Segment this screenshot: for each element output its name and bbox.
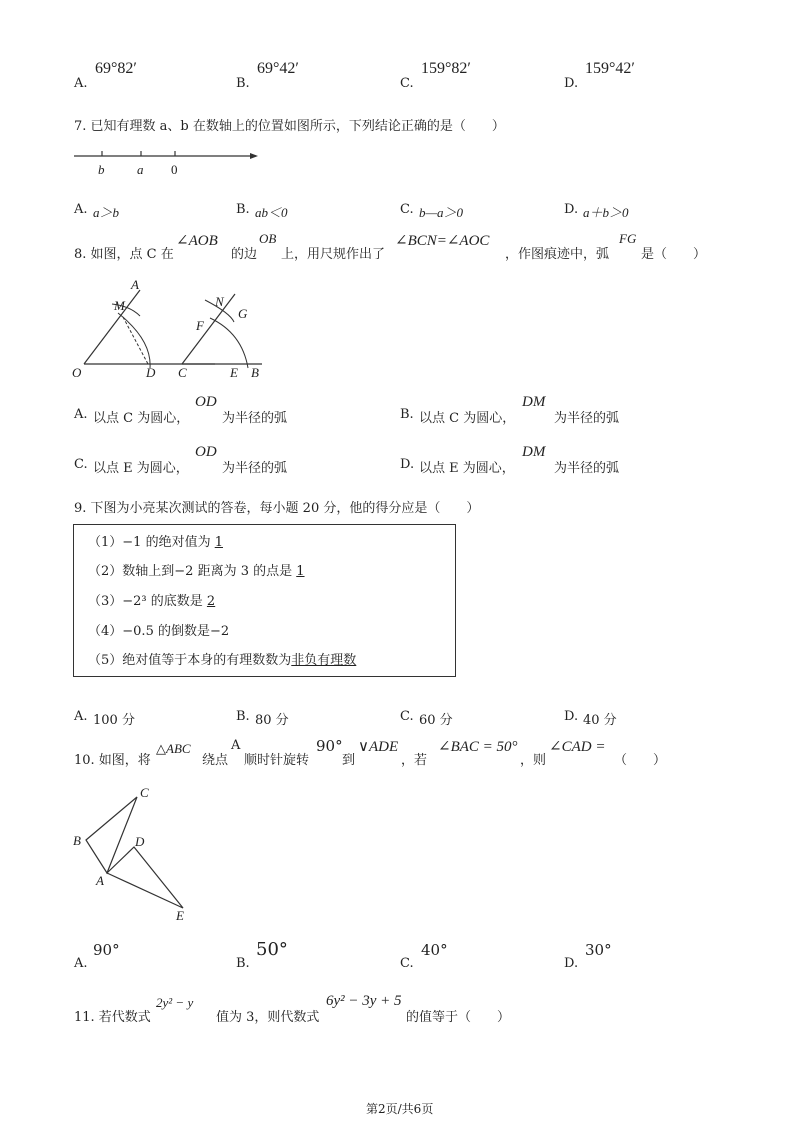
q7-option-c-letter: C. bbox=[400, 202, 414, 217]
q7-label-b: b bbox=[98, 162, 105, 177]
q8-figure bbox=[70, 278, 270, 383]
q8-label-a: A bbox=[131, 277, 139, 292]
q7-option-c-value: b—a＞0 bbox=[419, 205, 464, 220]
q10-math-triangle: △ABC bbox=[156, 741, 191, 756]
q10-option-b-letter: B. bbox=[236, 956, 250, 971]
q8-math-ob: OB bbox=[259, 231, 277, 246]
q10-math-degree: 90° bbox=[316, 737, 343, 755]
q8-option-c-letter: C. bbox=[74, 457, 88, 472]
q9-option-d-value: 40 分 bbox=[583, 713, 617, 728]
q8-option-d-letter: D. bbox=[400, 457, 415, 472]
q7-stem: 7. 已知有理数 a、b 在数轴上的位置如图所示，下列结论正确的是（ ） bbox=[74, 119, 505, 134]
q9-option-a-letter: A. bbox=[74, 709, 88, 724]
q7-option-b-value: ab＜0 bbox=[255, 205, 288, 220]
q8-option-b-pre: 以点 C 为圆心， bbox=[419, 411, 516, 426]
q7-option-a-value: a＞b bbox=[93, 205, 120, 220]
q10-stem-e: ，若 bbox=[401, 753, 428, 768]
q9-option-b-value: 80 分 bbox=[255, 713, 289, 728]
q10-option-c-value: 40° bbox=[421, 941, 448, 959]
q7-option-d-value: a＋b＞0 bbox=[583, 205, 629, 220]
q8-option-d-pre: 以点 E 为圆心， bbox=[419, 461, 515, 476]
q10-stem-c: 顺时针旋转 bbox=[244, 753, 310, 768]
q7-option-b-letter: B. bbox=[236, 202, 250, 217]
q9-item-5 bbox=[88, 649, 356, 668]
q10-stem-f: ，则 bbox=[520, 753, 547, 768]
q11-stem-a: 11. 若代数式 bbox=[74, 1010, 151, 1025]
q10-stem-a: 10. 如图，将 bbox=[74, 753, 151, 768]
q10-math-cad: ∠CAD = bbox=[549, 739, 606, 755]
q6-option-a-letter: A. bbox=[74, 76, 88, 91]
q8-label-c: C bbox=[178, 365, 187, 380]
q8-label-m: M bbox=[114, 298, 125, 313]
q8-option-d-math: DM bbox=[522, 444, 546, 460]
q8-label-b: B bbox=[251, 365, 259, 380]
q11-stem-b: 值为 3，则代数式 bbox=[216, 1010, 320, 1025]
q10-option-b-value: 50° bbox=[256, 939, 288, 960]
q6-option-c-letter: C. bbox=[400, 76, 414, 91]
q11-math-1: 2y² − y bbox=[156, 995, 194, 1010]
q7-label-zero: 0 bbox=[171, 162, 178, 177]
q10-label-b: B bbox=[73, 833, 81, 848]
q8-stem-b: 的边 bbox=[231, 247, 258, 262]
q9-item-3-answer: 2 bbox=[206, 594, 216, 609]
q8-option-a-pre: 以点 C 为圆心， bbox=[93, 411, 190, 426]
q9-item-4 bbox=[88, 620, 229, 639]
q8-stem-c: 上，用尺规作出了 bbox=[281, 247, 386, 262]
q8-label-g: G bbox=[238, 306, 248, 321]
q8-option-a-post: 为半径的弧 bbox=[222, 411, 288, 426]
q11-math-2: 6y² − 3y + 5 bbox=[326, 993, 402, 1009]
q9-item-1-text: （1）−1 的绝对值为 bbox=[88, 535, 215, 550]
q8-option-b-letter: B. bbox=[400, 407, 414, 422]
q10-stem-b: 绕点 bbox=[202, 753, 229, 768]
q7-number-line bbox=[70, 145, 270, 185]
q8-option-a-letter: A. bbox=[74, 407, 88, 422]
q6-option-a-value: 69°82′ bbox=[95, 60, 137, 77]
q10-label-d: D bbox=[135, 834, 145, 849]
q6-option-d-letter: D. bbox=[564, 76, 579, 91]
page-footer: 第2页/共6页 bbox=[366, 1102, 434, 1116]
q7-label-a: a bbox=[137, 162, 144, 177]
q10-math-ade: ∨ADE bbox=[358, 739, 399, 755]
q9-item-1-answer: 1 bbox=[214, 535, 223, 550]
q9-item-4-text: （4）−0.5 的倒数是−2 bbox=[88, 624, 230, 639]
q6-option-c-value: 159°82′ bbox=[421, 60, 471, 77]
q9-option-c-value: 60 分 bbox=[419, 713, 453, 728]
q8-option-c-math: OD bbox=[195, 444, 217, 460]
q9-item-2-answer: 1 bbox=[296, 564, 305, 579]
q6-option-b-letter: B. bbox=[236, 76, 250, 91]
q11-stem-c: 的值等于（ ） bbox=[406, 1010, 511, 1025]
q8-option-d-post: 为半径的弧 bbox=[554, 461, 620, 476]
q10-math-point: A bbox=[231, 738, 241, 753]
q8-label-d: D bbox=[146, 365, 156, 380]
q10-label-a: A bbox=[96, 873, 104, 888]
q8-stem-a: 8. 如图，点 C 在 bbox=[74, 247, 174, 262]
q9-answer-sheet bbox=[73, 524, 456, 677]
q9-option-a-value: 100 分 bbox=[93, 713, 135, 728]
q8-label-e: E bbox=[230, 365, 238, 380]
q8-label-f: F bbox=[196, 318, 204, 333]
q10-stem-g: （ ） bbox=[614, 753, 667, 768]
q10-option-c-letter: C. bbox=[400, 956, 414, 971]
q10-label-c: C bbox=[140, 785, 149, 800]
q9-item-2-text: （2）数轴上到−2 距离为 3 的点是 bbox=[88, 564, 297, 579]
q8-option-b-math: DM bbox=[522, 394, 546, 410]
q8-option-b-post: 为半径的弧 bbox=[554, 411, 620, 426]
q10-label-e: E bbox=[176, 908, 184, 923]
q9-item-5-answer: 非负有理数 bbox=[291, 653, 357, 668]
q6-option-d-value: 159°42′ bbox=[585, 60, 635, 77]
q9-item-3 bbox=[88, 590, 215, 609]
q10-option-a-value: 90° bbox=[93, 941, 120, 959]
q8-stem-e: 是（ ） bbox=[641, 247, 707, 262]
q8-option-c-post: 为半径的弧 bbox=[222, 461, 288, 476]
q9-item-1 bbox=[88, 531, 223, 550]
q9-item-5-text: （5）绝对值等于本身的有理数数为 bbox=[88, 653, 292, 668]
q9-option-d-letter: D. bbox=[564, 709, 579, 724]
q10-option-d-letter: D. bbox=[564, 956, 579, 971]
q10-figure bbox=[70, 780, 200, 925]
q9-item-3-text: （3）−2³ 的底数是 bbox=[88, 594, 207, 609]
q10-stem-d: 到 bbox=[342, 753, 356, 768]
q8-stem-d: ，作图痕迹中，弧 bbox=[505, 247, 610, 262]
q9-stem: 9. 下图为小亮某次测试的答卷，每小题 20 分，他的得分应是（ ） bbox=[74, 501, 480, 516]
q8-option-a-math: OD bbox=[195, 394, 217, 410]
q8-math-angle: ∠AOB bbox=[176, 233, 218, 249]
q7-option-d-letter: D. bbox=[564, 202, 579, 217]
q8-label-n: N bbox=[215, 294, 224, 309]
q10-option-a-letter: A. bbox=[74, 956, 88, 971]
q9-item-2 bbox=[88, 560, 305, 579]
q9-option-c-letter: C. bbox=[400, 709, 414, 724]
q8-math-fg: FG bbox=[619, 231, 637, 246]
q8-option-c-pre: 以点 E 为圆心， bbox=[93, 461, 189, 476]
q7-option-a-letter: A. bbox=[74, 202, 88, 217]
q6-option-b-value: 69°42′ bbox=[257, 60, 299, 77]
q8-label-o: O bbox=[72, 365, 82, 380]
q9-option-b-letter: B. bbox=[236, 709, 250, 724]
q10-math-bac: ∠BAC = 50° bbox=[438, 739, 518, 755]
q10-option-d-value: 30° bbox=[585, 941, 612, 959]
q8-math-eq: ∠BCN=∠AOC bbox=[395, 233, 490, 249]
